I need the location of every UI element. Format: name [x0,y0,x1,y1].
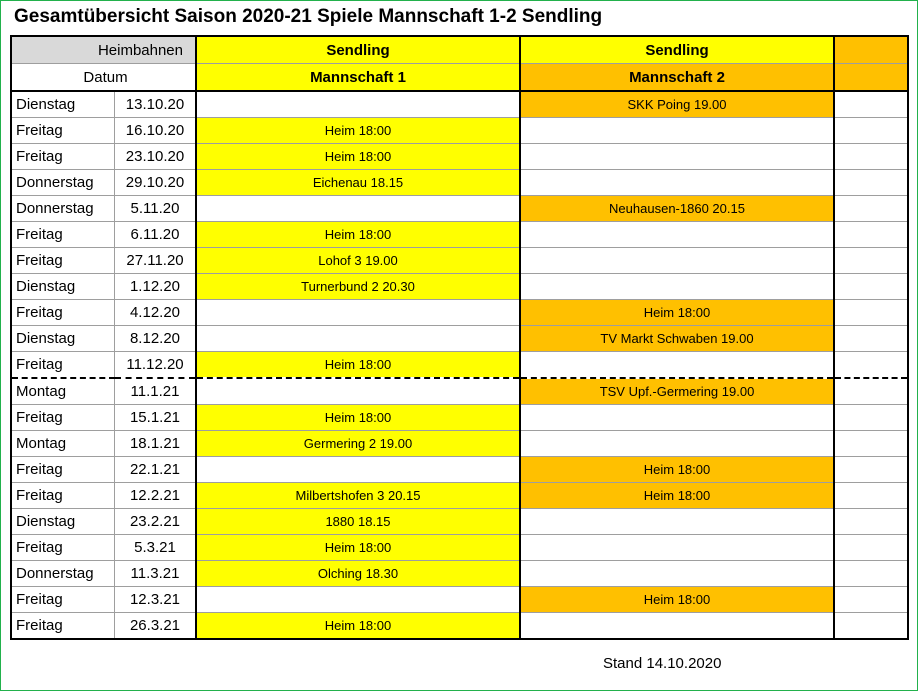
team2-match-cell [520,509,834,535]
table-row [11,144,908,170]
extra-cell [834,587,908,613]
date-cell: 12.3.21 [115,587,197,613]
team2-match-cell [520,405,834,431]
weekday-cell: Freitag [11,222,115,248]
weekday-cell: Freitag [11,405,115,431]
table-row [11,274,908,300]
extra-cell [834,118,908,144]
date-cell: 4.12.20 [115,300,197,326]
team1-match-cell [196,378,520,405]
weekday-cell: Freitag [11,587,115,613]
extra-cell [834,405,908,431]
team1-match-cell: Heim 18:00 [196,222,520,248]
table-row [11,196,908,222]
team1-match-cell: Olching 18.30 [196,561,520,587]
datum-label: Datum [11,64,196,92]
team1-match-cell: Eichenau 18.15 [196,170,520,196]
team2-match-cell: Heim 18:00 [520,587,834,613]
weekday-cell: Montag [11,431,115,457]
weekday-cell: Donnerstag [11,170,115,196]
team2-match-cell [520,561,834,587]
extra-cell [834,535,908,561]
weekday-cell: Dienstag [11,274,115,300]
date-cell: 13.10.20 [115,91,197,118]
date-cell: 26.3.21 [115,613,197,640]
team2-match-cell [520,274,834,300]
weekday-cell: Freitag [11,144,115,170]
date-cell: 27.11.20 [115,248,197,274]
team1-match-cell: Heim 18:00 [196,535,520,561]
extra-cell [834,378,908,405]
weekday-cell: Freitag [11,352,115,379]
table-row [11,352,908,379]
extra-cell [834,509,908,535]
date-cell: 29.10.20 [115,170,197,196]
weekday-cell: Freitag [11,300,115,326]
team1-match-cell: Heim 18:00 [196,352,520,379]
weekday-cell: Freitag [11,248,115,274]
date-cell: 23.2.21 [115,509,197,535]
team1-match-cell: Heim 18:00 [196,144,520,170]
team2-match-cell [520,144,834,170]
team1-match-cell [196,457,520,483]
team1-match-cell: Germering 2 19.00 [196,431,520,457]
team1-match-cell: 1880 18.15 [196,509,520,535]
team2-match-cell [520,170,834,196]
team2-match-cell: Heim 18:00 [520,457,834,483]
weekday-cell: Montag [11,378,115,405]
stand-date: Stand 14.10.2020 [603,655,722,672]
date-cell: 6.11.20 [115,222,197,248]
weekday-cell: Freitag [11,613,115,640]
team1-match-cell [196,196,520,222]
team2-match-cell [520,222,834,248]
extra-cell [834,300,908,326]
team1-match-cell: Heim 18:00 [196,118,520,144]
team2-match-cell: TSV Upf.-Germering 19.00 [520,378,834,405]
team1-match-cell: Lohof 3 19.00 [196,248,520,274]
team1-match-cell: Heim 18:00 [196,613,520,640]
team2-match-cell: Heim 18:00 [520,483,834,509]
extra-cell [834,248,908,274]
extra-cell [834,274,908,300]
team2-match-cell: TV Markt Schwaben 19.00 [520,326,834,352]
table-row [11,248,908,274]
table-row [11,405,908,431]
weekday-cell: Dienstag [11,326,115,352]
extra-header-cell [834,64,908,92]
table-row [11,457,908,483]
schedule-table [10,35,909,640]
date-cell: 1.12.20 [115,274,197,300]
extra-cell [834,431,908,457]
table-row [11,222,908,248]
team2-venue: Sendling [520,36,834,64]
extra-header-cell [834,36,908,64]
team1-match-cell [196,587,520,613]
table-row [11,118,908,144]
extra-cell [834,613,908,640]
weekday-cell: Freitag [11,483,115,509]
date-cell: 15.1.21 [115,405,197,431]
table-row [11,170,908,196]
team2-match-cell [520,352,834,379]
weekday-cell: Freitag [11,118,115,144]
team2-match-cell: Heim 18:00 [520,300,834,326]
table-row [11,613,908,640]
team2-match-cell [520,535,834,561]
weekday-cell: Donnerstag [11,561,115,587]
table-row [11,483,908,509]
team2-match-cell: SKK Poing 19.00 [520,91,834,118]
header-row-venue [11,36,908,64]
table-row [11,91,908,118]
date-cell: 5.11.20 [115,196,197,222]
weekday-cell: Freitag [11,535,115,561]
extra-cell [834,222,908,248]
table-row [11,561,908,587]
extra-cell [834,326,908,352]
date-cell: 16.10.20 [115,118,197,144]
table-row [11,300,908,326]
page-title: Gesamtübersicht Saison 2020-21 Spiele Mannschaft 1-2 Sendling [14,6,603,27]
heimbahnen-label: Heimbahnen [11,36,196,64]
table-row [11,509,908,535]
extra-cell [834,483,908,509]
team2-match-cell: Neuhausen-1860 20.15 [520,196,834,222]
date-cell: 22.1.21 [115,457,197,483]
table-row [11,431,908,457]
date-cell: 11.3.21 [115,561,197,587]
team1-venue: Sendling [196,36,520,64]
extra-cell [834,457,908,483]
table-row [11,535,908,561]
team1-match-cell: Turnerbund 2 20.30 [196,274,520,300]
team2-name: Mannschaft 2 [520,64,834,92]
team1-match-cell [196,326,520,352]
team1-match-cell: Milbertshofen 3 20.15 [196,483,520,509]
team1-match-cell: Heim 18:00 [196,405,520,431]
date-cell: 11.1.21 [115,378,197,405]
team2-match-cell [520,118,834,144]
team2-match-cell [520,248,834,274]
table-row [11,326,908,352]
header-row-team [11,64,908,92]
team1-match-cell [196,300,520,326]
extra-cell [834,561,908,587]
date-cell: 11.12.20 [115,352,197,379]
team1-name: Mannschaft 1 [196,64,520,92]
extra-cell [834,352,908,379]
date-cell: 5.3.21 [115,535,197,561]
weekday-cell: Freitag [11,457,115,483]
weekday-cell: Dienstag [11,509,115,535]
extra-cell [834,91,908,118]
extra-cell [834,196,908,222]
weekday-cell: Donnerstag [11,196,115,222]
date-cell: 23.10.20 [115,144,197,170]
weekday-cell: Dienstag [11,91,115,118]
team2-match-cell [520,613,834,640]
table-row [11,378,908,405]
date-cell: 8.12.20 [115,326,197,352]
date-cell: 18.1.21 [115,431,197,457]
date-cell: 12.2.21 [115,483,197,509]
extra-cell [834,144,908,170]
team1-match-cell [196,91,520,118]
team2-match-cell [520,431,834,457]
table-row [11,587,908,613]
extra-cell [834,170,908,196]
